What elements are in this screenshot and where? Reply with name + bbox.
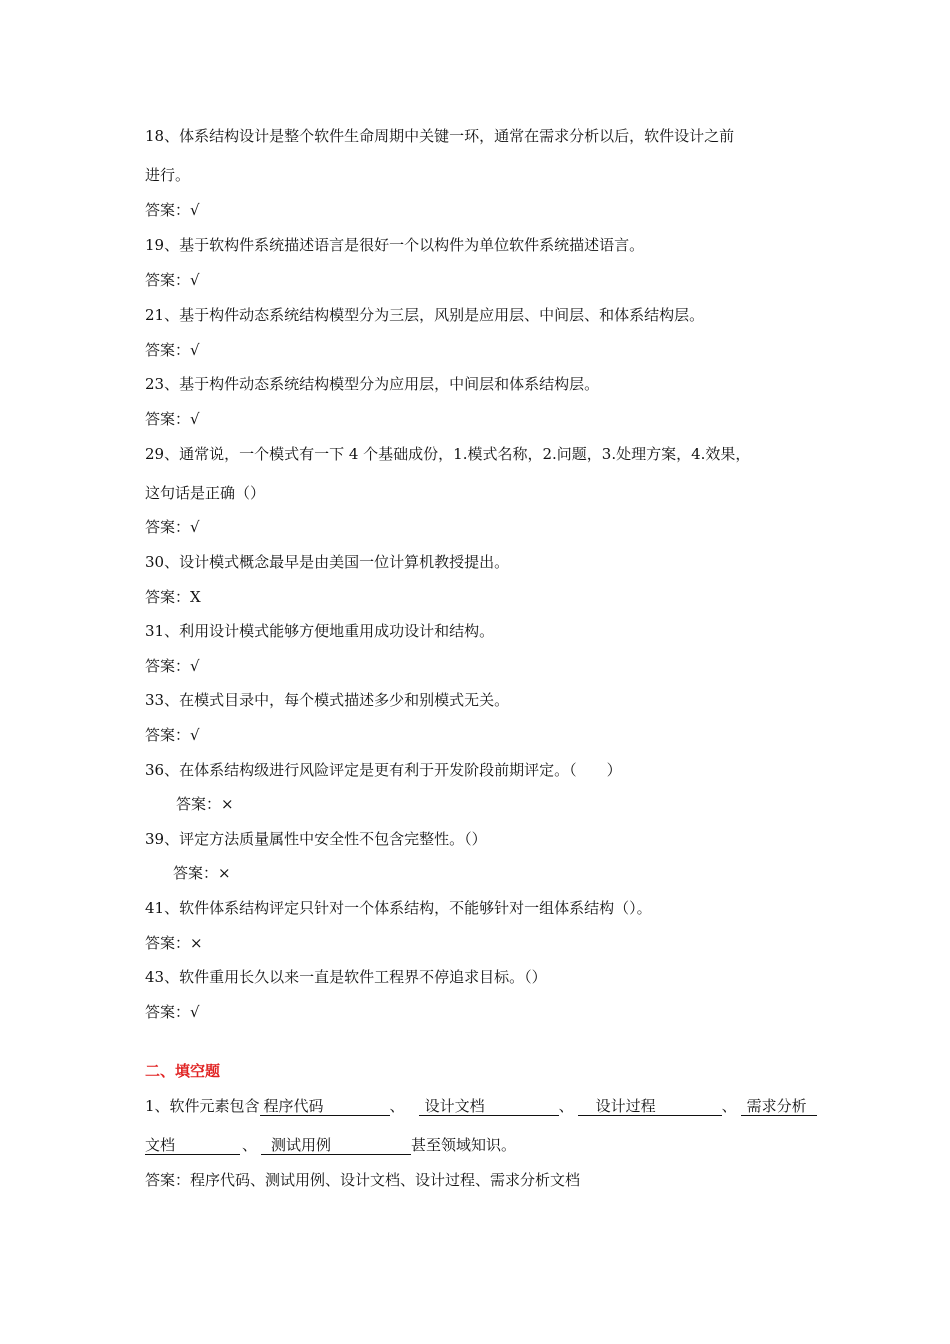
question-29-line1: 29、通常说，一个模式有一下 4 个基础成份，1.模式名称，2.问题，3.处理方案，4.效果， bbox=[145, 445, 751, 463]
question-18-line1: 18、体系结构设计是整个软件生命周期中关键一环，通常在需求分析以后，软件设计之前 bbox=[145, 127, 735, 145]
fill-blank-suffix: 甚至领域知识。 bbox=[411, 1136, 517, 1154]
answer-43: 答案：√ bbox=[145, 1003, 200, 1021]
answer-19: 答案：√ bbox=[145, 271, 200, 289]
answer-21: 答案：√ bbox=[145, 341, 200, 359]
question-18-line2: 进行。 bbox=[145, 166, 191, 184]
section-heading: 二、填空题 bbox=[145, 1062, 221, 1080]
fill-blank-answer-1: 答案：程序代码、测试用例、设计文档、设计过程、需求分析文档 bbox=[145, 1171, 581, 1189]
answer-29: 答案：√ bbox=[145, 518, 200, 536]
answer-36: 答案：× bbox=[176, 795, 234, 813]
question-43: 43、软件重用长久以来一直是软件工程界不停追求目标。（） bbox=[145, 968, 547, 986]
separator: 、 bbox=[558, 1097, 574, 1115]
blank-requirements: 需求分析 bbox=[741, 1097, 817, 1116]
blank-design-doc: 设计文档 bbox=[419, 1097, 559, 1116]
answer-30: 答案：X bbox=[145, 588, 201, 606]
blank-requirements-cont: 文档 bbox=[145, 1136, 240, 1155]
separator: 、 bbox=[721, 1097, 737, 1115]
answer-18: 答案：√ bbox=[145, 201, 200, 219]
question-33: 33、在模式目录中，每个模式描述多少和别模式无关。 bbox=[145, 691, 510, 709]
question-21: 21、基于构件动态系统结构模型分为三层，风别是应用层、中间层、和体系结构层。 bbox=[145, 306, 705, 324]
question-29-line2: 这句话是正确（） bbox=[145, 484, 266, 502]
separator: 、 bbox=[242, 1136, 258, 1154]
separator: 、 bbox=[389, 1097, 405, 1115]
answer-33: 答案：√ bbox=[145, 726, 200, 744]
blank-test-cases: 测试用例 bbox=[261, 1136, 411, 1155]
blank-program-code: 程序代码 bbox=[260, 1097, 390, 1116]
answer-39: 答案：× bbox=[173, 864, 231, 882]
fill-blank-prefix: 1、软件元素包含 bbox=[145, 1097, 260, 1115]
answer-31: 答案：√ bbox=[145, 657, 200, 675]
fill-blank-question-1-line2 bbox=[145, 1135, 516, 1155]
question-23: 23、基于构件动态系统结构模型分为应用层，中间层和体系结构层。 bbox=[145, 375, 600, 393]
answer-41: 答案：× bbox=[145, 934, 203, 952]
question-31: 31、利用设计模式能够方便地重用成功设计和结构。 bbox=[145, 622, 495, 640]
question-19: 19、基于软构件系统描述语言是很好一个以构件为单位软件系统描述语言。 bbox=[145, 236, 645, 254]
question-30: 30、设计模式概念最早是由美国一位计算机教授提出。 bbox=[145, 553, 510, 571]
answer-23: 答案：√ bbox=[145, 410, 200, 428]
blank-design-process: 设计过程 bbox=[578, 1097, 722, 1116]
question-41: 41、软件体系结构评定只针对一个体系结构，不能够针对一组体系结构（）。 bbox=[145, 899, 652, 917]
fill-blank-question-1-line1 bbox=[145, 1096, 817, 1116]
question-39: 39、评定方法质量属性中安全性不包含完整性。（） bbox=[145, 830, 487, 848]
question-36: 36、在体系结构级进行风险评定是更有利于开发阶段前期评定。（ ） bbox=[145, 761, 622, 779]
